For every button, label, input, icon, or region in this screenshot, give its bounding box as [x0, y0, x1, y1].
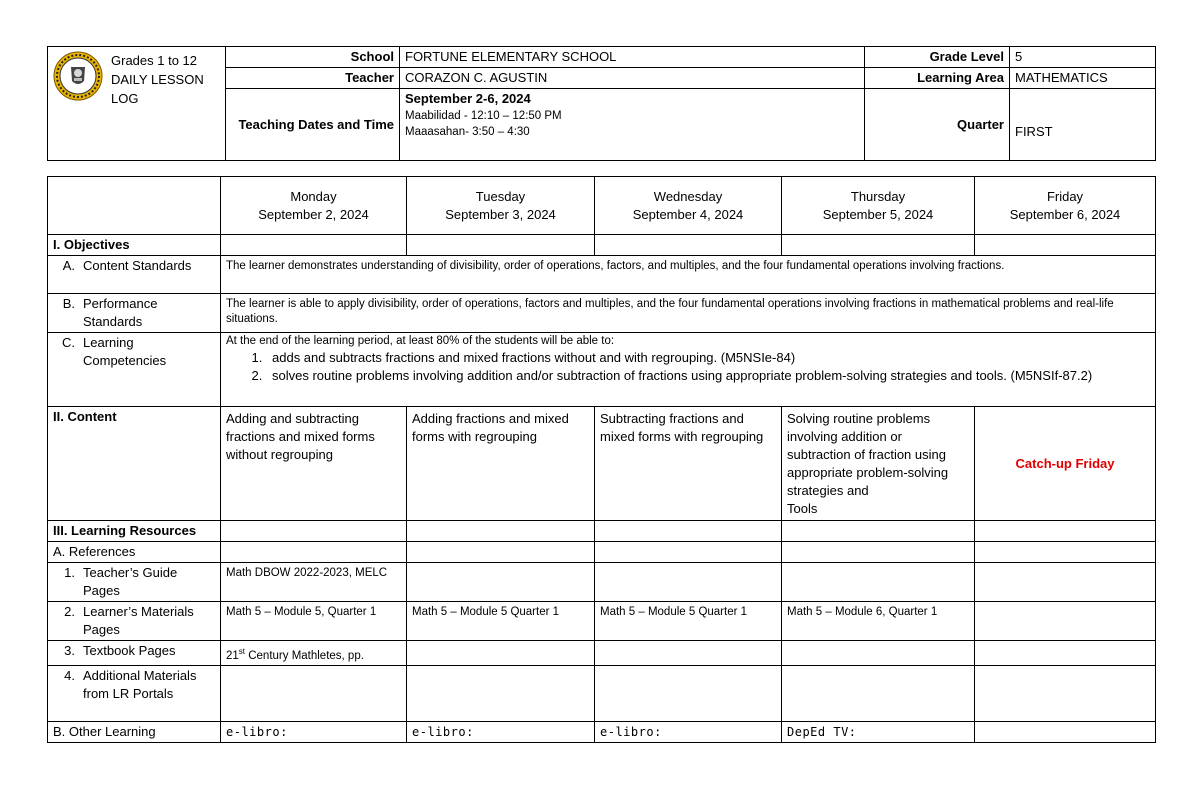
learning-area-label: Learning Area — [865, 68, 1010, 89]
content-standards-text: The learner demonstrates understanding of divisibility, order of operations, factors, and multiples, and the four fundamental operations involving fractions. — [221, 256, 1156, 294]
list-marker: A. — [62, 258, 75, 273]
day-thursday — [782, 177, 975, 235]
textbook-number: 21 — [226, 649, 239, 662]
content-monday: Adding and subtracting fractions and mixed forms without regrouping — [221, 407, 407, 521]
day-friday — [975, 177, 1156, 235]
lesson-log-table — [47, 176, 1156, 743]
list-marker: 3. — [64, 643, 75, 658]
grade-level-label: Grade Level — [865, 47, 1010, 68]
log-title-cell — [48, 47, 226, 161]
schedule-line-1: Maabilidad - 12:10 – 12:50 PM — [405, 110, 562, 122]
list-marker: C. — [62, 335, 75, 350]
content-thursday-text: Solving routine problems involving addition or subtraction of fraction using appropriate problem-solving strategies and — [787, 411, 949, 498]
textbook-label — [48, 641, 221, 666]
content-wednesday: Subtracting fractions and mixed forms with regrouping — [595, 407, 782, 521]
competencies-row — [48, 333, 1156, 407]
learners-materials-monday: Math 5 – Module 5, Quarter 1 — [221, 602, 407, 641]
list-marker: 2. — [64, 604, 75, 619]
resources-row — [48, 521, 1156, 542]
other-monday: e-libro: — [221, 721, 407, 742]
day-name: Monday — [290, 188, 337, 204]
content-row — [48, 407, 1156, 521]
list-marker: 4. — [64, 667, 75, 683]
day-date: September 3, 2024 — [445, 206, 556, 222]
day-name: Wednesday — [653, 188, 723, 204]
list-marker: B. — [62, 296, 75, 311]
objectives-row — [48, 235, 1156, 256]
day-name: Thursday — [850, 188, 906, 204]
row-label: Learner’s Materials Pages — [83, 604, 194, 637]
learning-area-value: MATHEMATICS — [1010, 68, 1156, 89]
school-label: School — [226, 47, 400, 68]
row-label: Teacher’s Guide Pages — [83, 565, 178, 598]
day-date: September 6, 2024 — [1009, 206, 1121, 222]
objectives-label: I. Objectives — [48, 235, 221, 256]
references-row — [48, 542, 1156, 563]
day-name: Tuesday — [475, 188, 526, 204]
header-table — [47, 46, 1156, 161]
teachers-guide-row — [48, 563, 1156, 602]
catch-up-friday: Catch-up Friday — [975, 407, 1156, 521]
competency-item: 2. solves routine problems involving addition and/or subtraction of fractions using appropriate problem-solving strategies and tools. (M5NSIf-87.2) — [266, 367, 1150, 385]
references-label: A. References — [48, 542, 221, 563]
textbook-title: Century Mathletes, pp. — [245, 649, 364, 662]
competencies-label — [48, 333, 221, 407]
content-thursday — [782, 407, 975, 521]
textbook-monday — [221, 641, 407, 666]
learners-materials-label — [48, 602, 221, 641]
other-learning-label: B. Other Learning — [48, 721, 221, 742]
day-name: Friday — [1046, 188, 1084, 204]
teacher-value: CORAZON C. AGUSTIN — [400, 68, 865, 89]
content-thursday-tools: Tools — [787, 501, 818, 516]
grade-level-value: 5 — [1010, 47, 1156, 68]
resources-label: III. Learning Resources — [48, 521, 221, 542]
other-tuesday: e-libro: — [407, 721, 595, 742]
teachers-guide-label — [48, 563, 221, 602]
learners-materials-wednesday: Math 5 – Module 5 Quarter 1 — [595, 602, 782, 641]
competency-item: 1. adds and subtracts fractions and mixed fractions without and with regrouping. (M5NSIe-84) — [266, 349, 1150, 367]
competencies-text — [221, 333, 1156, 407]
log-title: Grades 1 to 12 DAILY LESSON LOG — [111, 53, 204, 106]
additional-materials-label — [48, 665, 221, 721]
day-date: September 2, 2024 — [258, 206, 369, 222]
school-value: FORTUNE ELEMENTARY SCHOOL — [400, 47, 865, 68]
row-label: Performance Standards — [83, 296, 158, 329]
quarter-text: FIRST — [1015, 123, 1053, 139]
other-thursday: DepEd TV: — [782, 721, 975, 742]
additional-materials-row — [48, 665, 1156, 721]
other-wednesday: e-libro: — [595, 721, 782, 742]
day-date: September 5, 2024 — [822, 206, 934, 222]
learners-materials-tuesday: Math 5 – Module 5 Quarter 1 — [407, 602, 595, 641]
content-tuesday: Adding fractions and mixed forms with regrouping — [407, 407, 595, 521]
performance-standards-text: The learner is able to apply divisibility, order of operations, factors and multiples, and the four fundamental operations involving fractions in mathematical problems and real-life situations. — [221, 294, 1156, 333]
row-label: Additional Materials from LR Portals — [83, 667, 197, 701]
day-tuesday — [407, 177, 595, 235]
textbook-row — [48, 641, 1156, 666]
competencies-intro: At the end of the learning period, at least 80% of the students will be able to: — [226, 335, 615, 347]
corner-cell — [48, 177, 221, 235]
content-label: II. Content — [48, 407, 221, 521]
other-learning-row — [48, 721, 1156, 742]
quarter-label: Quarter — [865, 89, 1010, 161]
deped-seal-icon — [53, 51, 103, 101]
performance-standards-row — [48, 294, 1156, 333]
learners-materials-thursday: Math 5 – Module 6, Quarter 1 — [782, 602, 975, 641]
content-standards-label — [48, 256, 221, 294]
teachers-guide-monday: Math DBOW 2022-2023, MELC — [221, 563, 407, 602]
teacher-label: Teacher — [226, 68, 400, 89]
days-header-row — [48, 177, 1156, 235]
performance-standards-label — [48, 294, 221, 333]
day-wednesday — [595, 177, 782, 235]
textbook-suffix: st — [238, 647, 246, 656]
day-monday — [221, 177, 407, 235]
row-label: Learning Competencies — [83, 335, 167, 368]
day-date: September 4, 2024 — [632, 206, 744, 222]
teaching-dates-label: Teaching Dates and Time — [226, 89, 400, 161]
row-label: Content Standards — [83, 258, 192, 273]
teaching-dates-value: September 2-6, 2024 — [405, 91, 531, 106]
learners-materials-row — [48, 602, 1156, 641]
content-standards-row — [48, 256, 1156, 294]
row-label: Textbook Pages — [83, 643, 176, 658]
schedule-line-2: Maaasahan- 3:50 – 4:30 — [405, 126, 530, 138]
list-marker: 1. — [64, 565, 75, 580]
teaching-dates-cell — [400, 89, 865, 161]
quarter-value — [1010, 89, 1156, 161]
